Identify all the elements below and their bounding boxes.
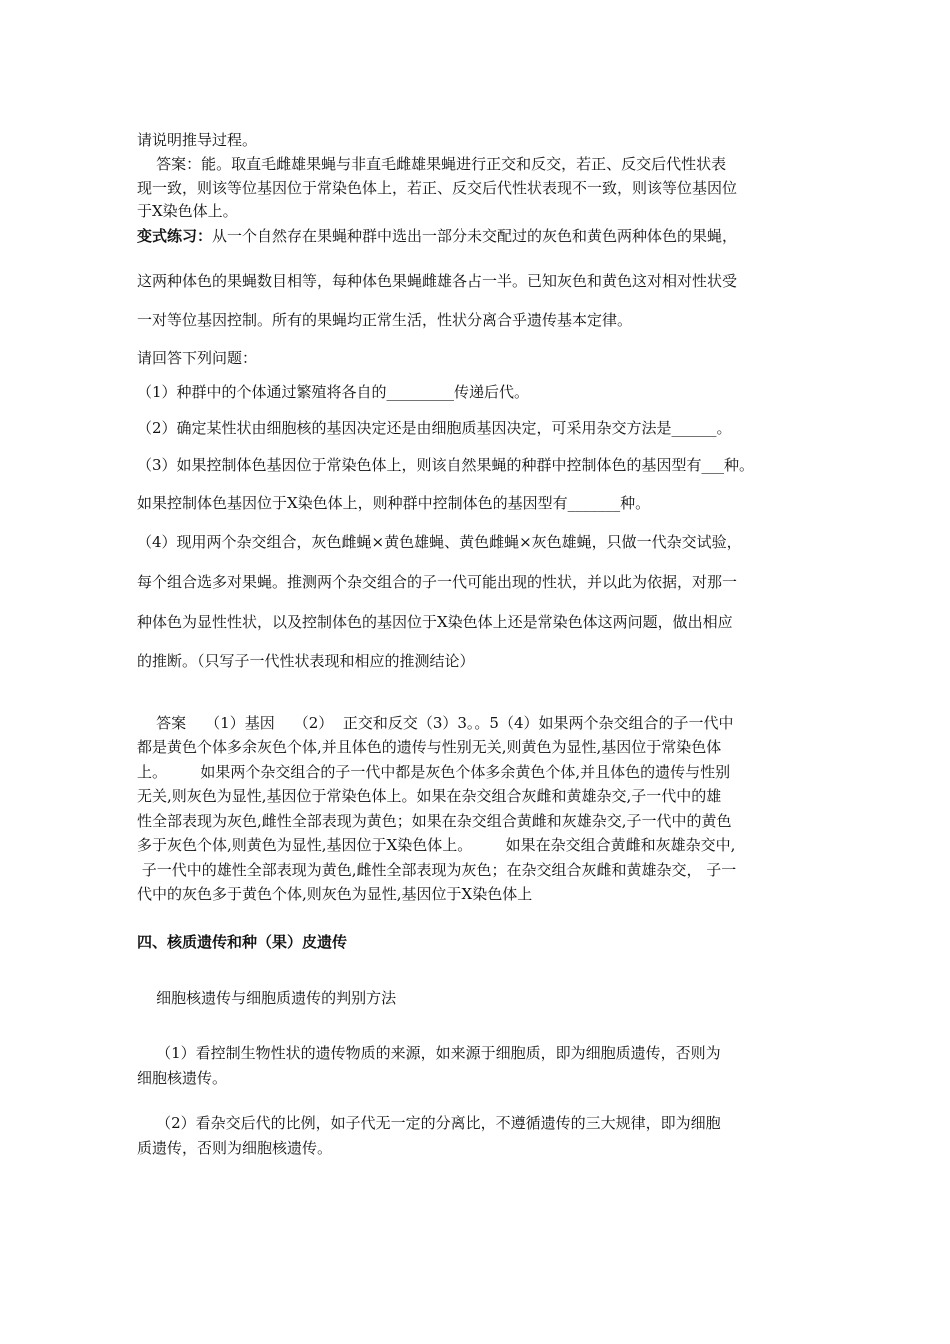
exercise-prompt: 请回答下列问题： <box>137 349 258 367</box>
section-subheading: 细胞核遗传与细胞质遗传的判别方法 <box>137 989 397 1007</box>
question-2: （2）确定某性状由细胞核的基因决定还是由细胞质基因决定，可采用杂交方法是______。 <box>137 419 732 437</box>
exercise-line: 一对等位基因控制。所有的果蝇均正常生活，性状分离合乎遗传基本定律。 <box>137 311 633 329</box>
method-2-line: （2）看杂交后代的比例，如子代无一定的分离比，不遵循遗传的三大规律，即为细胞 <box>137 1114 721 1132</box>
question-4-line: 每个组合选多对果蝇。推测两个杂交组合的子一代可能出现的性状，并以此为依据，对那一 <box>137 573 738 591</box>
method-2-line: 质遗传，否则为细胞核遗传。 <box>137 1139 333 1157</box>
prior-question-tail: 请说明推导过程。 <box>137 131 258 149</box>
question-3b: 如果控制体色基因位于X染色体上，则种群中控制体色的基因型有_______种。 <box>137 494 651 512</box>
question-3a: （3）如果控制体色基因位于常染色体上，则该自然果蝇的种群中控制体色的基因型有___种。 <box>137 456 755 474</box>
prior-answer-line: 答案：能。取直毛雌雄果蝇与非直毛雌雄果蝇进行正交和反交，若正、反交后代性状表 <box>137 155 727 173</box>
answer-line: 性全部表现为灰色,雌性全部表现为黄色；如果在杂交组合黄雌和灰雄杂交,子一代中的黄色 <box>137 812 732 830</box>
exercise-first-line <box>137 226 827 246</box>
prior-answer-line: 于X染色体上。 <box>137 202 238 220</box>
exercise-label: 变式练习： <box>137 227 213 245</box>
answer-line: 代中的灰色多于黄色个体,则灰色为显性,基因位于X染色体上 <box>137 885 533 903</box>
question-4-line: （4）现用两个杂交组合，灰色雌蝇×黄色雄蝇、黄色雌蝇×灰色雄蝇，只做一代杂交试验， <box>137 533 742 551</box>
answer-line: 子一代中的雄性全部表现为黄色,雌性全部表现为灰色；在杂交组合灰雌和黄雄杂交， 子一 <box>137 861 737 879</box>
question-4-line: 的推断。（只写子一代性状表现和相应的推测结论） <box>137 652 475 670</box>
answer-line: 答案 （1）基因 （2） 正交和反交（3）3。。5（4）如果两个杂交组合的子一代中 <box>137 714 734 732</box>
exercise-line: 这两种体色的果蝇数目相等，每种体色果蝇雌雄各占一半。已知灰色和黄色这对相对性状受 <box>137 272 738 290</box>
answer-line: 无关,则灰色为显性,基因位于常染色体上。如果在杂交组合灰雌和黄雄杂交,子一代中的雄 <box>137 787 722 805</box>
answer-line: 都是黄色个体多余灰色个体,并且体色的遗传与性别无关,则黄色为显性,基因位于常染色体 <box>137 738 722 756</box>
question-1: （1）种群中的个体通过繁殖将各自的_________传递后代。 <box>137 383 530 401</box>
method-1-line: （1）看控制生物性状的遗传物质的来源，如来源于细胞质，即为细胞质遗传，否则为 <box>137 1044 721 1062</box>
answer-line: 多于灰色个体,则黄色为显性,基因位于X染色体上。 如果在杂交组合黄雌和灰雄杂交中, <box>137 836 736 854</box>
method-1-line: 细胞核遗传。 <box>137 1069 228 1087</box>
prior-answer-line: 现一致，则该等位基因位于常染色体上，若正、反交后代性状表现不一致，则该等位基因位 <box>137 179 738 197</box>
section-heading: 四、核质遗传和种（果）皮遗传 <box>137 933 348 951</box>
exercise-text: 从一个自然存在果蝇种群中选出一部分未交配过的灰色和黄色两种体色的果蝇， <box>212 227 738 245</box>
answer-line: 上。 如果两个杂交组合的子一代中都是灰色个体多余黄色个体,并且体色的遗传与性别 <box>137 763 731 781</box>
question-4-line: 种体色为显性性状，以及控制体色的基因位于X染色体上还是常染色体这两问题，做出相应 <box>137 613 733 631</box>
